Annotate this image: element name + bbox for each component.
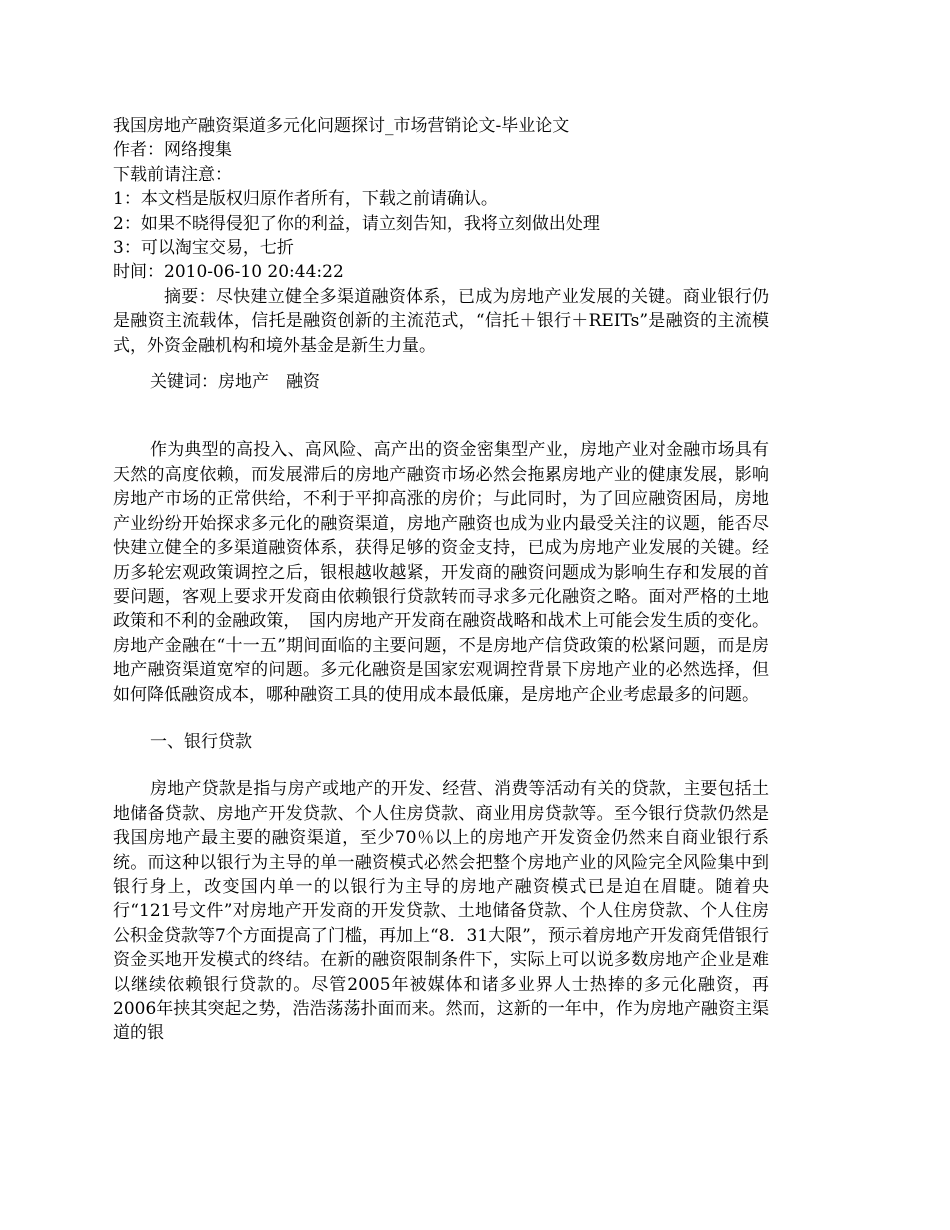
notice-heading: 下载前请注意： [113, 164, 232, 185]
section-body-paragraph: 房地产贷款是指与房产或地产的开发、经营、消费等活动有关的贷款，主要包括土地储备贷款、房地产开发贷款、个人住房贷款、商业用房贷款等。至今银行贷款仍然是我国房地产最主要的融资渠道，至少70％以上的房地产开发资金仍然来自商业银行系统。而这种以银行为主导的单一融资模式必然会把整个房地产业的风险完全风险集中到银行身上，改变国内单一的以银行为主导的房地产融资模式已是迫在眉睫。随着央行“121号文件”对房地产开发商的开发贷款、土地储备贷款、个人住房贷款、个人住房公积金贷款等7个方面提高了门槛，再加上“8．31大限”，预示着房地产开发商凭借银行资金买地开发模式的终结。在新的融资限制条件下，实际上可以说多数房地产企业是难以继续依赖银行贷款的。尽管2005年被媒体和诸多业界人士热捧的多元化融资，再2006年挟其突起之势，浩浩荡荡扑面而来。然而，这新的一年中，作为房地产融资主渠道的银 [113, 779, 769, 1044]
spacer [113, 754, 769, 777]
notice-item: 1：本文档是版权归原作者所有，下载之前请确认。 [113, 189, 498, 210]
intro-paragraph: 作为典型的高投入、高风险、高产出的资金密集型产业，房地产业对金融市场具有天然的高度依赖，而发展滞后的房地产融资市场必然会拖累房地产业的健康发展，影响房地产市场的正常供给，不利于平抑高涨的房价；与此同时，为了回应融资困局，房地产业纷纷开始探求多元化的融资渠道，房地产融资也成为业内最受关注的议题，能否尽快建立健全的多渠道融资体系，获得足够的资金支持，已成为房地产业发展的关键。经历多轮宏观政策调控之后，银根越收越紧，开发商的融资问题成为影响生存和发展的首要问题，客观上要求开发商由依赖银行贷款转而寻求多元化融资之略。面对严格的土地政策和不利的金融政策， 国内房地产开发商在融资战略和战术上可能会发生质的变化。房地产金融在“十一五”期间面临的主要问题，不是房地产信贷政策的松紧问题，而是房地产融资渠道宽窄的问题。多元化融资是国家宏观调控背景下房地产业的必然选择，但如何降低融资成本，哪种融资工具的使用成本最低廉，是房地产企业考虑最多的问题。 [113, 440, 769, 705]
author-line: 作者：网络搜集 [113, 140, 232, 161]
notice-item: 3：可以淘宝交易，七折 [113, 238, 294, 259]
section-heading: 一、银行贷款 [150, 731, 252, 752]
abstract-paragraph: 摘要：尽快建立健全多渠道融资体系，已成为房地产业发展的关键。商业银行仍是融资主流载体，信托是融资创新的主流范式，“信托＋银行＋REITs”是融资的主流模式，外资金融机构和境外基金是新生力量。 [113, 286, 769, 356]
spacer [113, 394, 769, 438]
document-title: 我国房地产融资渠道多元化问题探讨_市场营销论文-毕业论文 [113, 116, 570, 136]
timestamp: 时间：2010-06-10 20:44:22 [113, 262, 344, 283]
keywords-line: 关键词：房地产 融资 [150, 372, 320, 393]
document-page [113, 114, 769, 1046]
spacer [113, 358, 769, 370]
notice-item: 2：如果不晓得侵犯了你的利益，请立刻告知，我将立刻做出处理 [113, 213, 600, 234]
spacer [113, 707, 769, 730]
